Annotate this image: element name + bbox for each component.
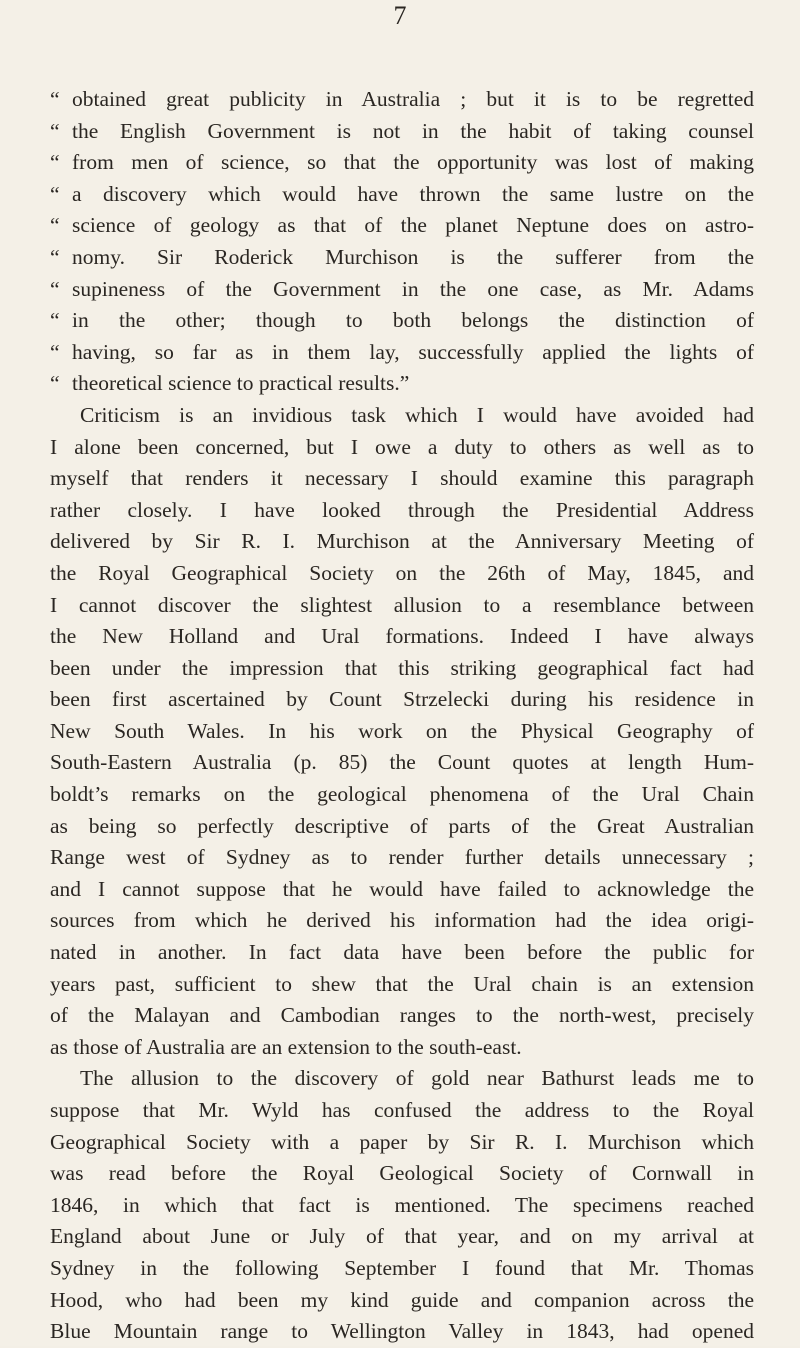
quote-line-text: nomy. Sir Roderick Murchison is the sufferer from the [72, 244, 754, 269]
quote-mark: “ [50, 371, 60, 396]
text-line [50, 1127, 754, 1159]
quote-line [50, 368, 754, 400]
text-line [50, 1285, 754, 1317]
text-line-content: myself that renders it necessary I should examine this paragraph [50, 466, 754, 491]
text-line-content: Sydney in the following September I found that Mr. Thomas [50, 1255, 754, 1280]
text-line-content: Hood, who had been my kind guide and companion across the [50, 1287, 754, 1312]
text-line-content: and I cannot suppose that he would have failed to acknowledge the [50, 876, 754, 901]
text-line-content: I alone been concerned, but I owe a duty to others as well as to [50, 434, 754, 459]
quote-line [50, 337, 754, 369]
quote-mark: “ [50, 181, 60, 206]
text-line-content: been first ascertained by Count Strzelecki during his residence in [50, 687, 754, 712]
text-line [50, 463, 754, 495]
text-line-content: nated in another. In fact data have been before the public for [50, 940, 754, 965]
text-line-content: of the Malayan and Cambodian ranges to the north-west, precisely [50, 1003, 754, 1028]
quote-mark: “ [50, 244, 60, 269]
text-line [50, 558, 754, 590]
quote-line-text: from men of science, so that the opportunity was lost of making [72, 150, 754, 175]
body-text [50, 84, 754, 1348]
text-line-content: boldt’s remarks on the geological phenomena of the Ural Chain [50, 782, 754, 807]
quote-line [50, 179, 754, 211]
text-line-content: sources from which he derived his information had the idea origi- [50, 908, 754, 933]
quote-line [50, 116, 754, 148]
quote-line [50, 274, 754, 306]
text-line-content: New South Wales. In his work on the Physical Geography of [50, 718, 754, 743]
quote-mark: “ [50, 339, 60, 364]
text-line [50, 716, 754, 748]
text-line-content: rather closely. I have looked through the Presidential Address [50, 497, 754, 522]
text-line [50, 874, 754, 906]
text-line-content: the Royal Geographical Society on the 26th of May, 1845, and [50, 560, 754, 585]
quote-line-text: the English Government is not in the habit of taking counsel [72, 118, 754, 143]
text-line [50, 747, 754, 779]
text-line-content: South-Eastern Australia (p. 85) the Count quotes at length Hum- [50, 750, 754, 775]
text-line [50, 1063, 754, 1095]
quote-line-text: having, so far as in them lay, successfully applied the lights of [72, 339, 754, 364]
text-line [50, 1158, 754, 1190]
quote-line [50, 210, 754, 242]
quote-line [50, 147, 754, 179]
text-line [50, 432, 754, 464]
quote-line [50, 84, 754, 116]
text-line-content: Blue Mountain range to Wellington Valley in 1843, had opened [50, 1319, 754, 1344]
quote-mark: “ [50, 308, 60, 333]
quote-line [50, 305, 754, 337]
text-line-content: England about June or July of that year, and on my arrival at [50, 1224, 754, 1249]
text-line [50, 1032, 754, 1064]
text-line [50, 400, 754, 432]
text-line [50, 1221, 754, 1253]
page-number: 7 [393, 1, 407, 30]
text-line [50, 811, 754, 843]
text-line [50, 684, 754, 716]
text-line [50, 1253, 754, 1285]
text-line-content: suppose that Mr. Wyld has confused the address to the Royal [50, 1098, 754, 1122]
text-line [50, 621, 754, 653]
quote-mark: “ [50, 150, 60, 175]
text-line-content: been under the impression that this striking geographical fact had [50, 655, 754, 680]
paragraph-gold-allusion [50, 1063, 754, 1347]
text-line-content: as those of Australia are an extension to the south-east. [50, 1034, 522, 1059]
quote-line-text: in the other; though to both belongs the distinction of [72, 308, 754, 333]
text-line-content: the New Holland and Ural formations. Indeed I have always [50, 624, 754, 649]
quote-mark: “ [50, 213, 60, 238]
text-line-content: The allusion to the discovery of gold near Bathurst leads me to [80, 1066, 754, 1091]
text-line [50, 1095, 754, 1127]
text-line-content: Geographical Society with a paper by Sir R. I. Murchison which [50, 1129, 754, 1154]
quote-mark: “ [50, 276, 60, 301]
quote-mark: “ [50, 118, 60, 143]
text-line-content: was read before the Royal Geological Society of Cornwall in [50, 1161, 754, 1186]
text-line [50, 969, 754, 1001]
text-line [50, 590, 754, 622]
text-line-content: 1846, in which that fact is mentioned. The specimens reached [50, 1192, 754, 1217]
text-line-content: I cannot discover the slightest allusion to a resemblance between [50, 592, 754, 617]
text-line [50, 842, 754, 874]
text-line [50, 526, 754, 558]
text-line [50, 1000, 754, 1032]
quote-mark: “ [50, 87, 60, 111]
quote-line-text: a discovery which would have thrown the same lustre on the [72, 181, 754, 206]
quote-line-text: obtained great publicity in Australia ; but it is to be regretted [72, 87, 754, 111]
text-line-content: Criticism is an invidious task which I would have avoided had [80, 402, 754, 427]
quote-line-text: theoretical science to practical results.” [72, 371, 410, 396]
text-line [50, 1190, 754, 1222]
text-line-content: as being so perfectly descriptive of parts of the Great Australian [50, 813, 754, 838]
quote-line [50, 242, 754, 274]
text-line [50, 1316, 754, 1348]
paragraph-criticism [50, 400, 754, 1063]
text-line [50, 779, 754, 811]
text-line [50, 905, 754, 937]
text-line-content: delivered by Sir R. I. Murchison at the Anniversary Meeting of [50, 529, 754, 554]
text-line [50, 495, 754, 527]
quote-line-text: science of geology as that of the planet Neptune does on astro- [72, 213, 754, 238]
quoted-passage [50, 84, 754, 400]
quote-line-text: supineness of the Government in the one case, as Mr. Adams [72, 276, 754, 301]
text-line [50, 937, 754, 969]
text-line-content: Range west of Sydney as to render further details unnecessary ; [50, 845, 754, 870]
text-line [50, 653, 754, 685]
text-line-content: years past, sufficient to shew that the Ural chain is an extension [50, 971, 754, 996]
